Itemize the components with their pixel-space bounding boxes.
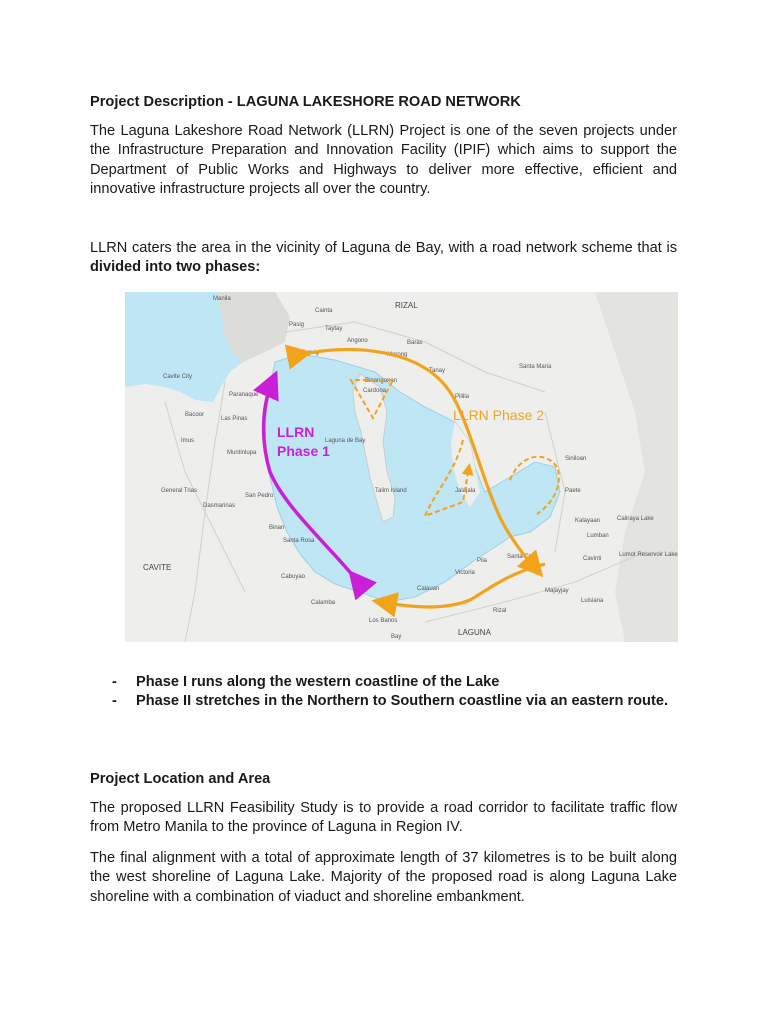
label-paranaque: Paranaque bbox=[229, 392, 259, 398]
label-cavinti: Cavinti bbox=[583, 556, 602, 562]
label-santa-maria: Santa Maria bbox=[519, 364, 552, 370]
phases-bullet-list bbox=[112, 673, 677, 712]
label-bay: Bay bbox=[391, 634, 402, 640]
label-tanay: Tanay bbox=[429, 368, 446, 374]
label-majayjay: Majayjay bbox=[545, 588, 569, 594]
label-taguig: Taguig bbox=[301, 350, 319, 356]
label-jalajala: Jalajala bbox=[455, 488, 476, 494]
label-manila: Manila bbox=[213, 296, 231, 302]
label-cabuyao: Cabuyao bbox=[281, 574, 306, 580]
label-kalayaan: Kalayaan bbox=[575, 518, 601, 524]
label-laguna-de-bay: Laguna de Bay bbox=[325, 438, 366, 444]
label-cardona: Cardona bbox=[363, 388, 387, 394]
paragraph-phases-bold: divided into two phases: bbox=[90, 259, 261, 276]
label-lumban: Lumban bbox=[587, 533, 609, 539]
label-luisiana: Luisiana bbox=[581, 598, 604, 604]
label-siniloan: Siniloan bbox=[565, 456, 587, 462]
label-cavite-city: Cavite City bbox=[163, 374, 193, 380]
label-las-pinas: Las Pinas bbox=[221, 416, 248, 422]
label-dasmarinas: Dasmarinas bbox=[203, 503, 236, 509]
label-bacoor: Bacoor bbox=[185, 412, 205, 418]
label-morong: Morong bbox=[387, 352, 408, 358]
phase2-label: LLRN Phase 2 bbox=[453, 407, 545, 423]
paragraph-feasibility-study: The proposed LLRN Feasibility Study is to provide a road corridor to facilitate traffic flow from Metro Manila to the province of Laguna in Region IV. bbox=[90, 800, 677, 836]
section-heading-project-description: Project Description - LAGUNA LAKESHORE ROAD NETWORK bbox=[90, 94, 521, 110]
paragraph-final-alignment: The final alignment with a total of approximate length of 37 kilometres is to be built along the west shoreline of Laguna Lake. Majority of the proposed road is along Laguna Lake shoreline with a combination of viaduct and shoreline embankment. bbox=[90, 850, 677, 905]
llrn-map bbox=[125, 292, 678, 642]
label-paete: Paete bbox=[565, 488, 581, 494]
label-rizal-town: Rizal bbox=[493, 608, 507, 614]
label-cainta: Cainta bbox=[315, 308, 333, 314]
llrn-map-svg bbox=[125, 292, 678, 642]
bullet-phase-2-text: Phase II stretches in the Northern to Southern coastline via an eastern route. bbox=[136, 693, 668, 710]
paragraph-llrn-phases bbox=[90, 239, 677, 278]
label-lumot-lake: Lumot Reservoir Lake bbox=[619, 552, 678, 558]
label-taytay: Taytay bbox=[325, 326, 343, 332]
label-talim-island: Talim Island bbox=[375, 488, 407, 494]
bullet-phase-1: - Phase I runs along the western coastline of the Lake bbox=[112, 674, 500, 690]
paragraph-llrn-intro: The Laguna Lakeshore Road Network (LLRN) Project is one of the seven projects under the Infrastructure Preparation and Innovation Facility (IPIF) which aims to support the Department of Public Works and Highways to deliver more effective, efficient and innovative infrastructure projects all over the country. bbox=[90, 123, 677, 197]
label-laguna: LAGUNA bbox=[458, 628, 491, 637]
label-binangonan: Binangonan bbox=[365, 378, 398, 384]
label-cavite: CAVITE bbox=[143, 563, 172, 572]
bullet-phase-2: - Phase II stretches in the Northern to Southern coastline via an eastern route. bbox=[112, 693, 668, 710]
label-caliraya-lake: Caliraya Lake bbox=[617, 516, 654, 522]
label-muntinlupa: Muntinlupa bbox=[227, 450, 257, 456]
label-san-pedro: San Pedro bbox=[245, 493, 274, 499]
label-angono: Angono bbox=[347, 338, 368, 344]
label-santa-cruz: Santa Cruz bbox=[507, 554, 538, 560]
label-pasig: Pasig bbox=[289, 322, 305, 328]
label-pila: Pila bbox=[477, 558, 488, 564]
phase1-label-line1: LLRN bbox=[277, 424, 315, 440]
label-pililla: Pililla bbox=[455, 394, 470, 400]
label-imus: Imus bbox=[181, 438, 195, 444]
label-santa-rosa: Santa Rosa bbox=[283, 538, 315, 544]
label-los-banos: Los Banos bbox=[369, 618, 398, 624]
bullet-phase-1-text: Phase I runs along the western coastline of the Lake bbox=[136, 674, 500, 690]
label-calamba: Calamba bbox=[311, 600, 336, 606]
label-general-trias: General Trias bbox=[161, 488, 198, 494]
label-victoria: Victoria bbox=[455, 570, 475, 576]
label-calauan: Calauan bbox=[417, 586, 440, 592]
paragraph-phases-text: LLRN caters the area in the vicinity of Laguna de Bay, with a road network scheme that is bbox=[90, 240, 677, 256]
phase1-label-line2: Phase 1 bbox=[277, 443, 330, 459]
label-binan: Binan bbox=[269, 525, 285, 531]
section-heading-project-location: Project Location and Area bbox=[90, 771, 271, 787]
label-baras: Baras bbox=[407, 340, 423, 346]
label-rizal: RIZAL bbox=[395, 301, 418, 310]
